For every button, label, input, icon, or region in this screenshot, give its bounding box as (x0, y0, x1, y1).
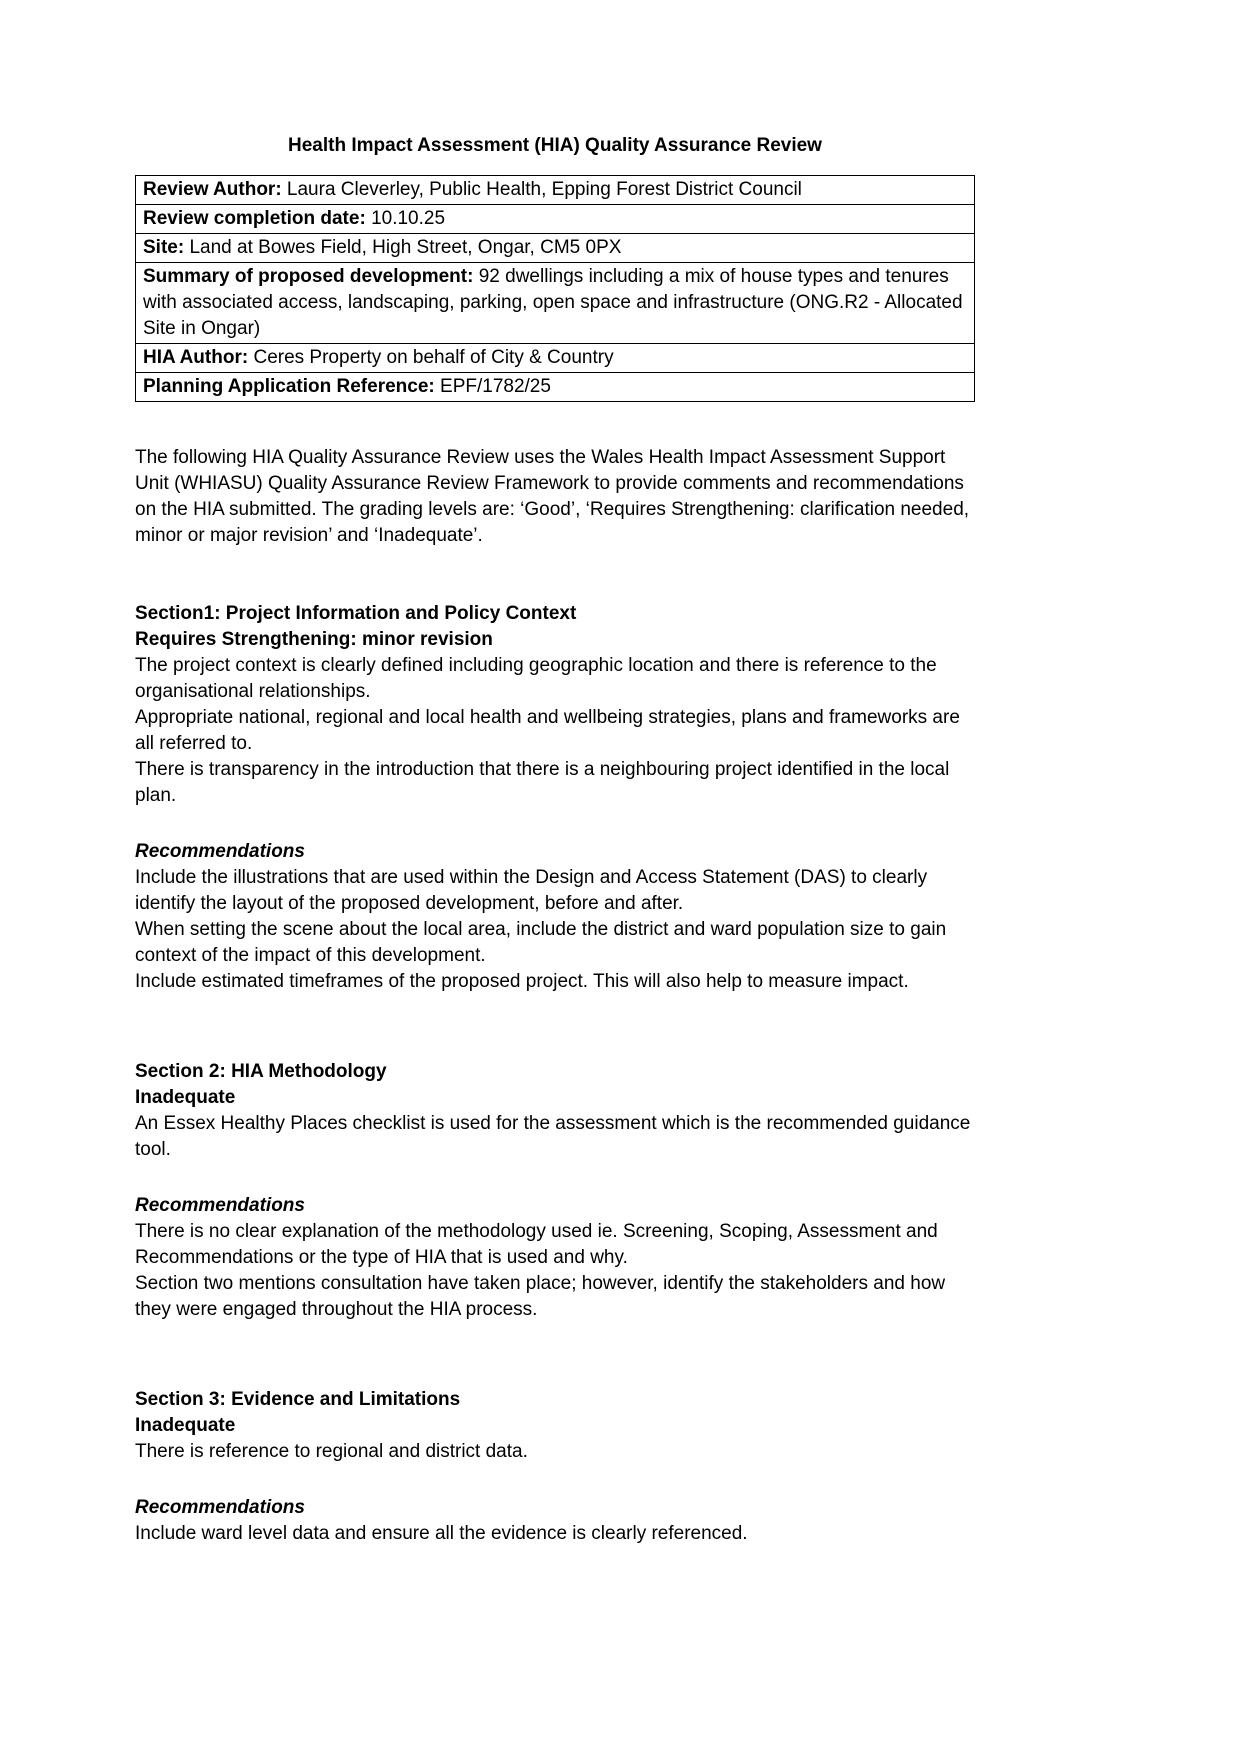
recommendation-paragraph: Include estimated timeframes of the proposed project. This will also help to measure impact. (135, 971, 909, 992)
recommendation-paragraph: Include ward level data and ensure all the evidence is clearly referenced. (135, 1523, 748, 1544)
recommendation-paragraph: Include the illustrations that are used within the Design and Access Statement (DAS) to clearly identify the layout of the proposed development, before and after. (135, 867, 928, 914)
section-hia-methodology (135, 1059, 975, 1323)
section-paragraph: Appropriate national, regional and local health and wellbeing strategies, plans and frameworks are all referred to. (135, 707, 960, 754)
table-row-hia-author (136, 344, 975, 373)
section-project-information (135, 601, 975, 995)
review-info-table (135, 175, 975, 402)
recommendation-paragraph: Section two mentions consultation have taken place; however, identify the stakeholders and how they were engaged throughout the HIA process. (135, 1273, 946, 1320)
section-heading: Section 3: Evidence and Limitations (135, 1389, 461, 1410)
table-row-review-completion-date (136, 205, 975, 234)
recommendations-heading: Recommendations (135, 1497, 305, 1518)
recommendations-heading: Recommendations (135, 1195, 305, 1216)
field-value: Land at Bowes Field, High Street, Ongar, CM5 0PX (189, 237, 622, 258)
field-value: Laura Cleverley, Public Health, Epping Forest District Council (286, 179, 802, 200)
section-grade: Requires Strengthening: minor revision (135, 629, 493, 650)
field-value: 10.10.25 (371, 208, 446, 229)
section-paragraph: There is transparency in the introduction that there is a neighbouring project identified in the local plan. (135, 759, 950, 806)
field-label: Planning Application Reference: (143, 376, 435, 397)
field-label: Review completion date: (143, 208, 366, 229)
recommendation-paragraph: There is no clear explanation of the methodology used ie. Screening, Scoping, Assessment and Recommendations or the type of HIA that is used and why. (135, 1221, 938, 1268)
section-heading: Section 2: HIA Methodology (135, 1061, 387, 1082)
table-row-review-author (136, 176, 975, 205)
intro-paragraph: The following HIA Quality Assurance Review uses the Wales Health Impact Assessment Support Unit (WHIASU) Quality Assurance Review Framework to provide comments and recommendations on the HIA submitted. The grading levels are: ‘Good’, ‘Requires Strengthening: clarification needed, minor or major revision’ and ‘Inadequate’. (135, 447, 970, 546)
section-grade: Inadequate (135, 1087, 236, 1108)
field-value: 92 dwellings including a mix of house types and tenures with associated access, landscaping, parking, open space and infrastructure (ONG.R2 - Allocated Site in Ongar) (143, 266, 963, 339)
recommendation-paragraph: When setting the scene about the local area, include the district and ward population size to gain context of the impact of this development. (135, 919, 947, 966)
field-value: EPF/1782/25 (440, 376, 551, 397)
field-value: Ceres Property on behalf of City & Country (253, 347, 614, 368)
section-paragraph: The project context is clearly defined including geographic location and there is reference to the organisational relationships. (135, 655, 937, 702)
document-title: Health Impact Assessment (HIA) Quality Assurance Review (288, 135, 822, 156)
section-heading: Section1: Project Information and Policy Context (135, 603, 577, 624)
field-label: Summary of proposed development: (143, 266, 474, 287)
field-label: Review Author: (143, 179, 282, 200)
table-row-site (136, 234, 975, 263)
section-paragraph: An Essex Healthy Places checklist is used for the assessment which is the recommended guidance tool. (135, 1113, 971, 1160)
field-label: HIA Author: (143, 347, 249, 368)
table-row-planning-application-reference (136, 373, 975, 402)
section-evidence-and-limitations (135, 1387, 975, 1547)
section-grade: Inadequate (135, 1415, 236, 1436)
table-row-summary-of-proposed-development (136, 263, 975, 344)
section-paragraph: There is reference to regional and district data. (135, 1441, 528, 1462)
recommendations-heading: Recommendations (135, 841, 305, 862)
field-label: Site: (143, 237, 185, 258)
